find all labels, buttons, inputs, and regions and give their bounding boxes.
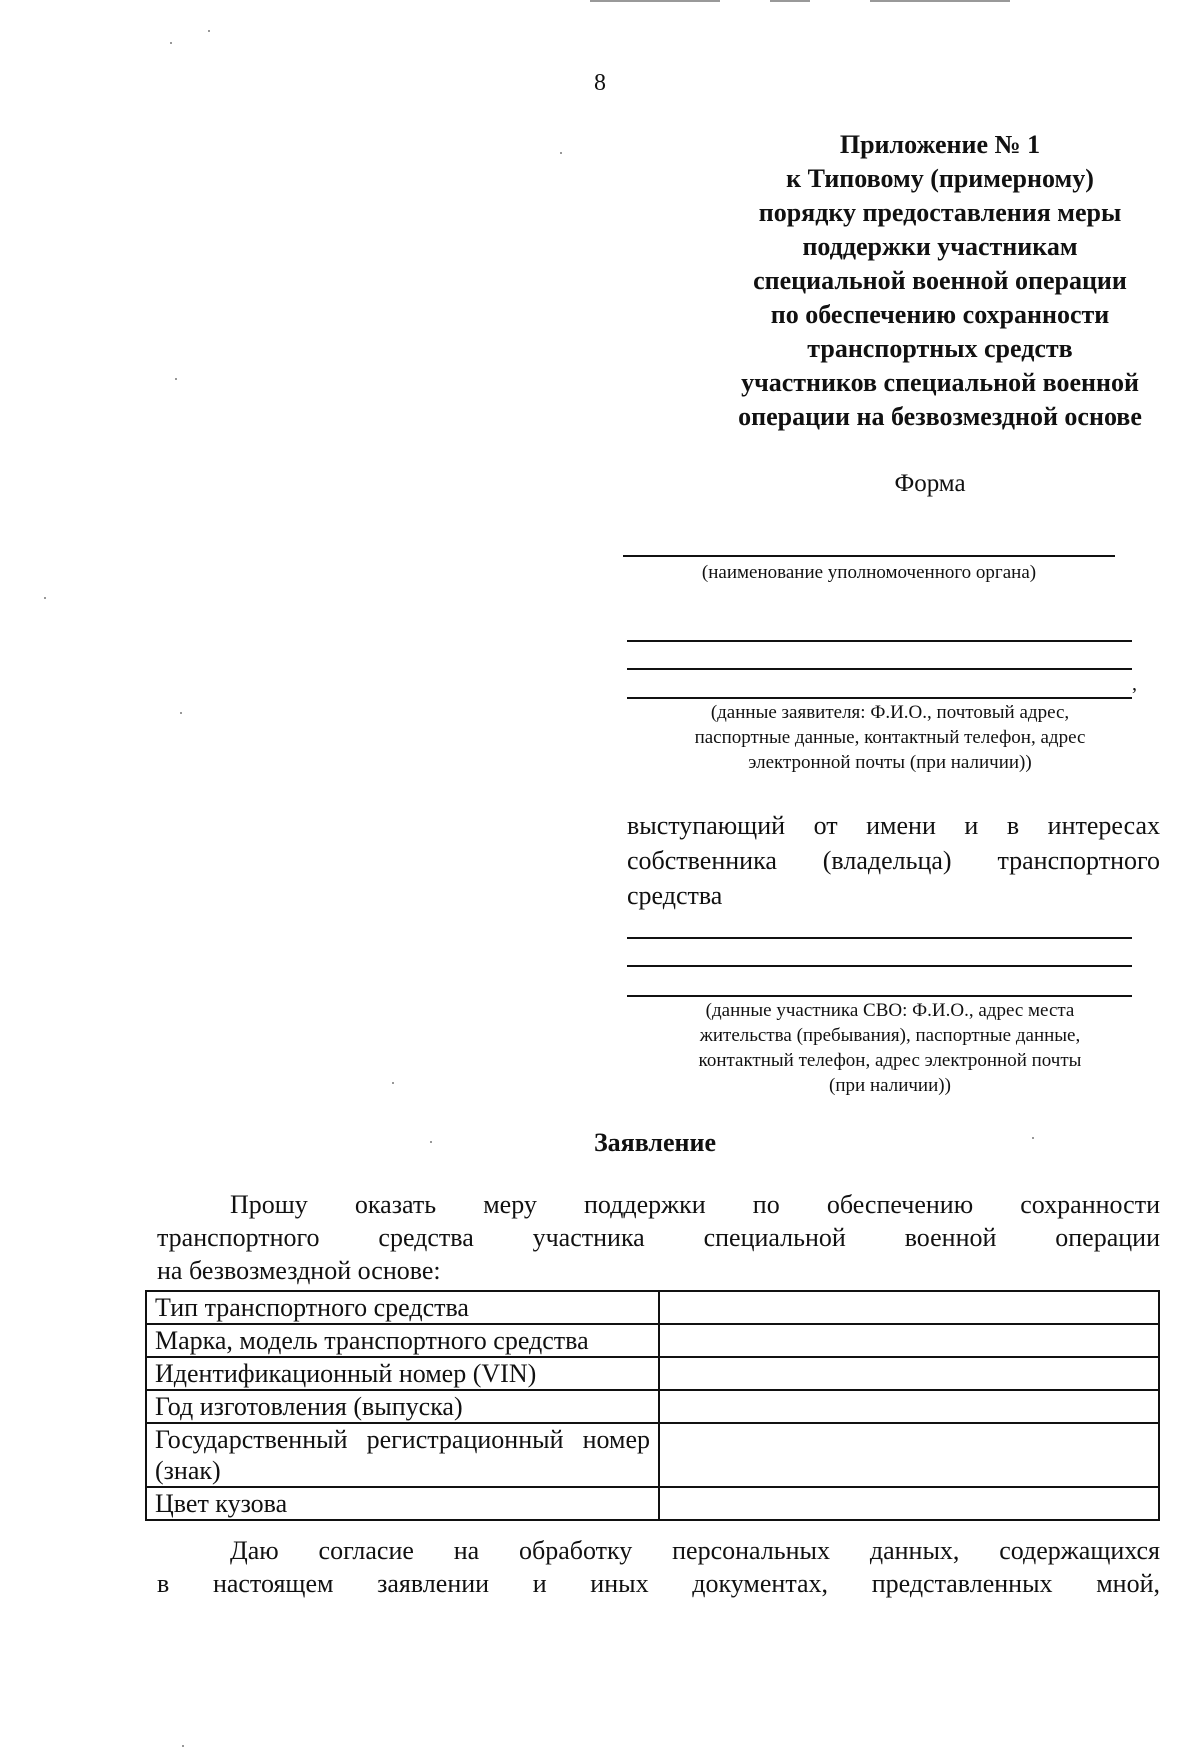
vin-label: Идентификационный номер (VIN)	[146, 1357, 659, 1390]
scan-edge-mark	[590, 0, 720, 2]
request-line: Прошу оказать меру поддержки по обеспечению сохранности	[230, 1190, 1160, 1219]
applicant-line-1[interactable]	[627, 640, 1132, 642]
vehicle-type-label: Тип транспортного средства	[146, 1291, 659, 1324]
consent-line: в настоящем заявлении и иных документах, представленных мной,	[157, 1569, 1160, 1598]
participant-caption-line: (данные участника СВО: Ф.И.О., адрес места	[705, 1000, 1075, 1021]
participant-caption	[640, 998, 1140, 1098]
table-row	[146, 1487, 1159, 1520]
request-line: транспортного средства участника специальной военной операции	[157, 1223, 1160, 1252]
scan-dot	[182, 1745, 184, 1747]
participant-caption-line: (при наличии))	[829, 1075, 951, 1096]
appendix-line: порядку предоставления меры	[758, 198, 1122, 227]
page-number: 8	[594, 70, 606, 96]
scan-dot	[175, 378, 177, 380]
table-row	[146, 1324, 1159, 1357]
request-line: на безвозмездной основе:	[157, 1256, 441, 1285]
manufacture-year-value[interactable]	[659, 1390, 1159, 1423]
appendix-line: операции на безвозмездной основе	[738, 402, 1142, 431]
participant-line-2[interactable]	[627, 965, 1132, 967]
participant-line-3[interactable]	[627, 995, 1132, 997]
scan-dot	[180, 712, 182, 714]
scan-dot	[170, 42, 172, 44]
participant-line-1[interactable]	[627, 937, 1132, 939]
appendix-line: специальной военной операции	[753, 266, 1127, 295]
appendix-heading	[680, 128, 1200, 434]
appendix-line: Приложение № 1	[839, 130, 1041, 159]
vin-value[interactable]	[659, 1357, 1159, 1390]
participant-caption-line: жительства (пребывания), паспортные данные,	[699, 1025, 1081, 1046]
body-color-value[interactable]	[659, 1487, 1159, 1520]
scan-edge-mark	[770, 0, 810, 2]
applicant-caption-line: электронной почты (при наличии))	[748, 752, 1032, 773]
vehicle-type-value[interactable]	[659, 1291, 1159, 1324]
appendix-line: к Типовому (примерному)	[786, 164, 1094, 193]
appendix-line: транспортных средств	[807, 334, 1073, 363]
consent-line: Даю согласие на обработку персональных данных, содержащихся	[230, 1536, 1160, 1565]
vehicle-make-model-value[interactable]	[659, 1324, 1159, 1357]
appendix-line: поддержки участникам	[802, 232, 1078, 261]
consent-paragraph	[157, 1534, 1160, 1600]
appendix-line: участников специальной военной	[741, 368, 1139, 397]
table-row	[146, 1357, 1159, 1390]
vehicle-data-table	[145, 1290, 1160, 1521]
participant-caption-line: контактный телефон, адрес электронной почты	[698, 1050, 1082, 1071]
scan-dot	[44, 597, 46, 599]
vehicle-make-model-label: Марка, модель транспортного средства	[146, 1324, 659, 1357]
manufacture-year-label: Год изготовления (выпуска)	[146, 1390, 659, 1423]
table-row	[146, 1390, 1159, 1423]
authority-caption: (наименование уполномоченного органа)	[701, 562, 1037, 583]
table-row	[146, 1291, 1159, 1324]
registration-plate-value[interactable]	[659, 1423, 1159, 1487]
form-label: Форма	[894, 470, 966, 497]
statement-title: Заявление	[593, 1128, 717, 1157]
registration-plate-label: Государственный регистрационный номер (знак)	[146, 1423, 659, 1487]
appendix-line: по обеспечению сохранности	[770, 300, 1110, 329]
table-row	[146, 1423, 1159, 1487]
scan-dot	[560, 152, 562, 154]
applicant-line-3[interactable]	[627, 697, 1132, 699]
applicant-caption	[640, 700, 1140, 775]
request-paragraph	[157, 1188, 1160, 1287]
acting-on-behalf-text: выступающий от имени и в интересах собственника (владельца) транспортного средства	[627, 811, 1160, 910]
scan-dot	[392, 1082, 394, 1084]
applicant-comma: ,	[1132, 673, 1137, 695]
scan-edge-mark	[870, 0, 1010, 2]
body-color-label: Цвет кузова	[146, 1487, 659, 1520]
authority-name-line[interactable]	[623, 555, 1115, 557]
applicant-line-2[interactable]	[627, 668, 1132, 670]
applicant-caption-line: паспортные данные, контактный телефон, адрес	[694, 727, 1086, 748]
applicant-caption-line: (данные заявителя: Ф.И.О., почтовый адрес,	[710, 702, 1070, 723]
scan-dot	[208, 30, 210, 32]
